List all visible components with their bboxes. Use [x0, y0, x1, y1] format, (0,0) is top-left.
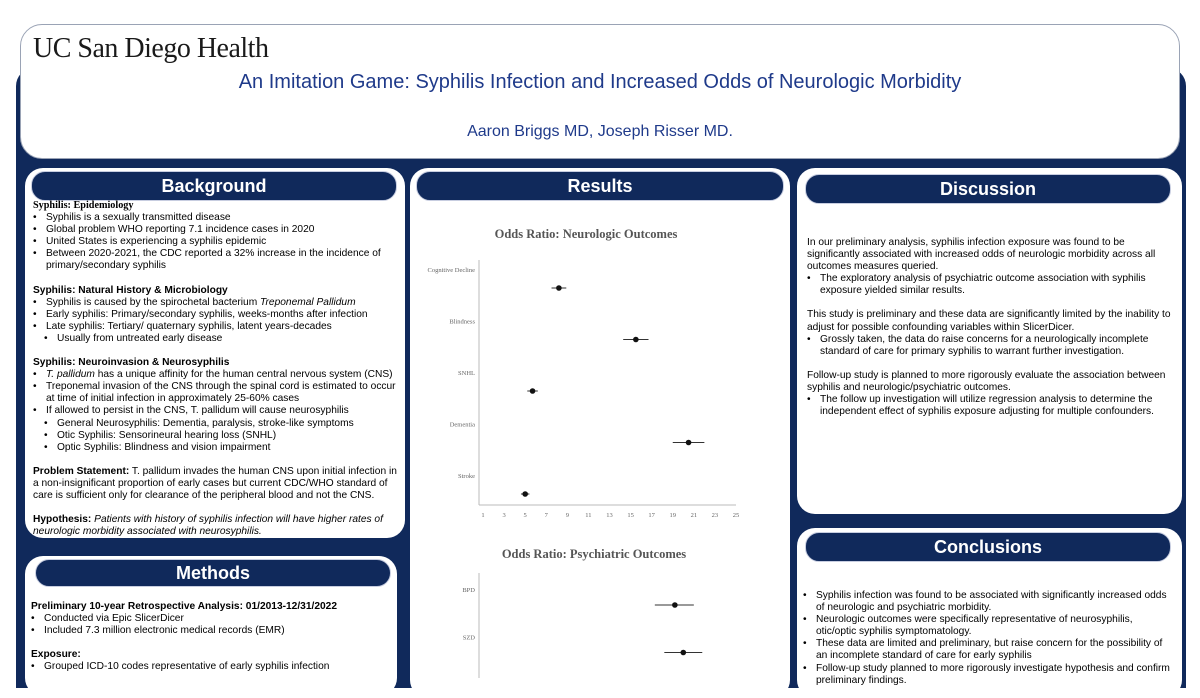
x-tick-label: 15 [627, 512, 634, 519]
list-subitem: • Optic Syphilis: Blindness and vision impairment [33, 442, 401, 454]
odds-ratio-point [556, 285, 562, 291]
results-heading: Results [416, 171, 784, 201]
list-item: • Syphilis is caused by the spirochetal bacterium Treponemal Pallidum [33, 297, 401, 309]
x-tick-label: 13 [606, 512, 613, 519]
category-label: SNHL [458, 370, 475, 377]
x-tick-label: 21 [690, 512, 698, 519]
chart-title: Odds Ratio: Neurologic Outcomes [494, 227, 678, 241]
list-item: • Grouped ICD-10 codes representative of early syphilis infection [31, 661, 391, 673]
neuroinvasion-title: Syphilis: Neuroinvasion & Neurosyphilis [33, 357, 230, 369]
natural-history-title: Syphilis: Natural History & Microbiology [33, 284, 228, 296]
psychiatric-odds-chart [410, 538, 790, 678]
category-label: Cognitive Decline [427, 267, 475, 274]
methods-heading: Methods [35, 559, 391, 587]
methods-panel [25, 556, 397, 696]
discussion-panel [797, 168, 1182, 514]
background-panel [25, 168, 405, 538]
background-text [33, 200, 401, 538]
list-item: • Between 2020-2021, the CDC reported a 32% increase in the incidence of primary/secondary syphilis [33, 248, 401, 272]
category-label: Dementia [449, 421, 475, 429]
background-heading: Background [31, 171, 397, 201]
list-item: • Syphilis infection was found to be associated with significantly increased odds of neurologic and psychiatric morbidity. [803, 590, 1175, 614]
list-subitem: • Otic Syphilis: Sensorineural hearing loss (SNHL) [33, 430, 401, 442]
natural-history-list [33, 297, 401, 345]
list-item: • Syphilis is a sexually transmitted disease [33, 212, 401, 224]
list-item: • Neurologic outcomes were specifically representative of neurosyphilis, otic/optic syphilis symptomatology. [803, 614, 1175, 638]
epi-list [33, 212, 401, 272]
problem-statement: Problem Statement: T. pallidum invades the human CNS upon initial infection in a non-insignificant proportion of early cases but current CDC/WHO standard of care is sufficient only for clearance of the peripheral blood and not the CNS. [33, 465, 397, 501]
epi-title: Syphilis: Epidemiology [33, 200, 134, 211]
analysis-title: Preliminary 10-year Retrospective Analysis: 01/2013-12/31/2022 [31, 601, 338, 612]
chart-title: Odds Ratio: Psychiatric Outcomes [501, 547, 687, 561]
x-tick-label: 17 [648, 512, 655, 519]
poster-header [20, 24, 1180, 159]
poster-authors: Aaron Briggs MD, Joseph Risser MD. [467, 123, 733, 140]
conclusions-list [803, 590, 1175, 687]
category-label: BPD [462, 587, 475, 594]
conclusions-text [803, 590, 1175, 687]
odds-ratio-point [686, 440, 692, 446]
hypothesis: Hypothesis: Patients with history of syphilis infection will have higher rates of neurologic morbidity associated with neurosyphilis. [33, 514, 383, 538]
analysis-list [31, 613, 391, 637]
x-tick-label: 1 [481, 512, 485, 519]
list-item: • These data are limited and preliminary, but raise concern for the possibility of an incomplete standard of care for early syphilis [803, 638, 1175, 662]
results-panel [410, 168, 790, 698]
list-item: • United States is experiencing a syphilis epidemic [33, 236, 401, 248]
odds-ratio-point [530, 388, 536, 394]
discussion-heading: Discussion [805, 174, 1171, 204]
list-item: • Early syphilis: Primary/secondary syphilis, weeks-months after infection [33, 309, 401, 321]
list-item: • Late syphilis: Tertiary/ quaternary syphilis, latent years-decades [33, 321, 401, 333]
conclusions-panel [797, 528, 1182, 698]
neurologic-odds-chart [410, 208, 790, 568]
list-subitem: • General Neurosyphilis: Dementia, paralysis, stroke-like symptoms [33, 418, 401, 430]
x-tick-label: 5 [523, 512, 527, 519]
list-item: • Conducted via Epic SlicerDicer [31, 613, 391, 625]
discussion-paragraph: In our preliminary analysis, syphilis infection exposure was found to be significantly associated with increased odds of neurologic morbidity across all outcomes measures queried. [807, 237, 1156, 273]
odds-ratio-point [633, 337, 639, 343]
x-tick-label: 3 [502, 512, 506, 519]
x-tick-label: 25 [732, 512, 740, 519]
list-item: • Global problem WHO reporting 7.1 incidence cases in 2020 [33, 224, 401, 236]
list-item: • Grossly taken, the data do raise concerns for a neurologically incomplete standard of care for primary syphilis to warrant further investigation. [807, 334, 1179, 358]
poster-title: An Imitation Game: Syphilis Infection and Increased Odds of Neurologic Morbidity [238, 71, 962, 93]
odds-ratio-point [672, 602, 678, 608]
odds-ratio-point [680, 650, 686, 656]
discussion-paragraph: Follow-up study is planned to more rigorously evaluate the association between syphilis and neurologic/psychiatric outcomes. [807, 369, 1166, 393]
list-item: • If allowed to persist in the CNS, T. pallidum will cause neurosyphilis [33, 405, 401, 417]
x-tick-label: 23 [711, 512, 719, 519]
list-item: • Included 7.3 million electronic medical records (EMR) [31, 625, 391, 637]
list-item: • Treponemal invasion of the CNS through the spinal cord is estimated to occur at time of initial infection in approximately 25-60% cases [33, 381, 401, 405]
category-label: SZD [462, 634, 475, 642]
list-subitem: • Usually from untreated early disease [33, 333, 401, 345]
institution-logo: UC San Diego Health [33, 33, 269, 64]
discussion-paragraph: This study is preliminary and these data are significantly limited by the inability to adjust for possible confounding variables within SlicerDicer. [807, 309, 1171, 333]
methods-text [31, 601, 391, 673]
category-label: Blindness [449, 318, 475, 326]
list-item: • The follow up investigation will utilize regression analysis to determine the independent effect of syphilis exposure adjusting for multiple confounders. [807, 394, 1179, 418]
x-tick-label: 7 [544, 512, 548, 519]
x-tick-label: 19 [669, 512, 676, 519]
list-item: • T. pallidum has a unique affinity for the human central nervous system (CNS) [33, 369, 401, 381]
conclusions-heading: Conclusions [805, 532, 1171, 562]
x-tick-label: 11 [585, 512, 592, 519]
odds-ratio-point [522, 491, 528, 497]
exposure-list [31, 661, 391, 673]
discussion-text [807, 237, 1179, 418]
neuroinvasion-list [33, 369, 401, 454]
category-label: Stroke [458, 473, 475, 480]
exposure-title: Exposure: [31, 649, 81, 661]
list-item: • The exploratory analysis of psychiatric outcome association with syphilis exposure yielded similar results. [807, 273, 1179, 297]
list-item: • Follow-up study planned to more rigorously investigate hypothesis and confirm preliminary findings. [803, 663, 1175, 687]
x-tick-label: 9 [565, 512, 569, 519]
